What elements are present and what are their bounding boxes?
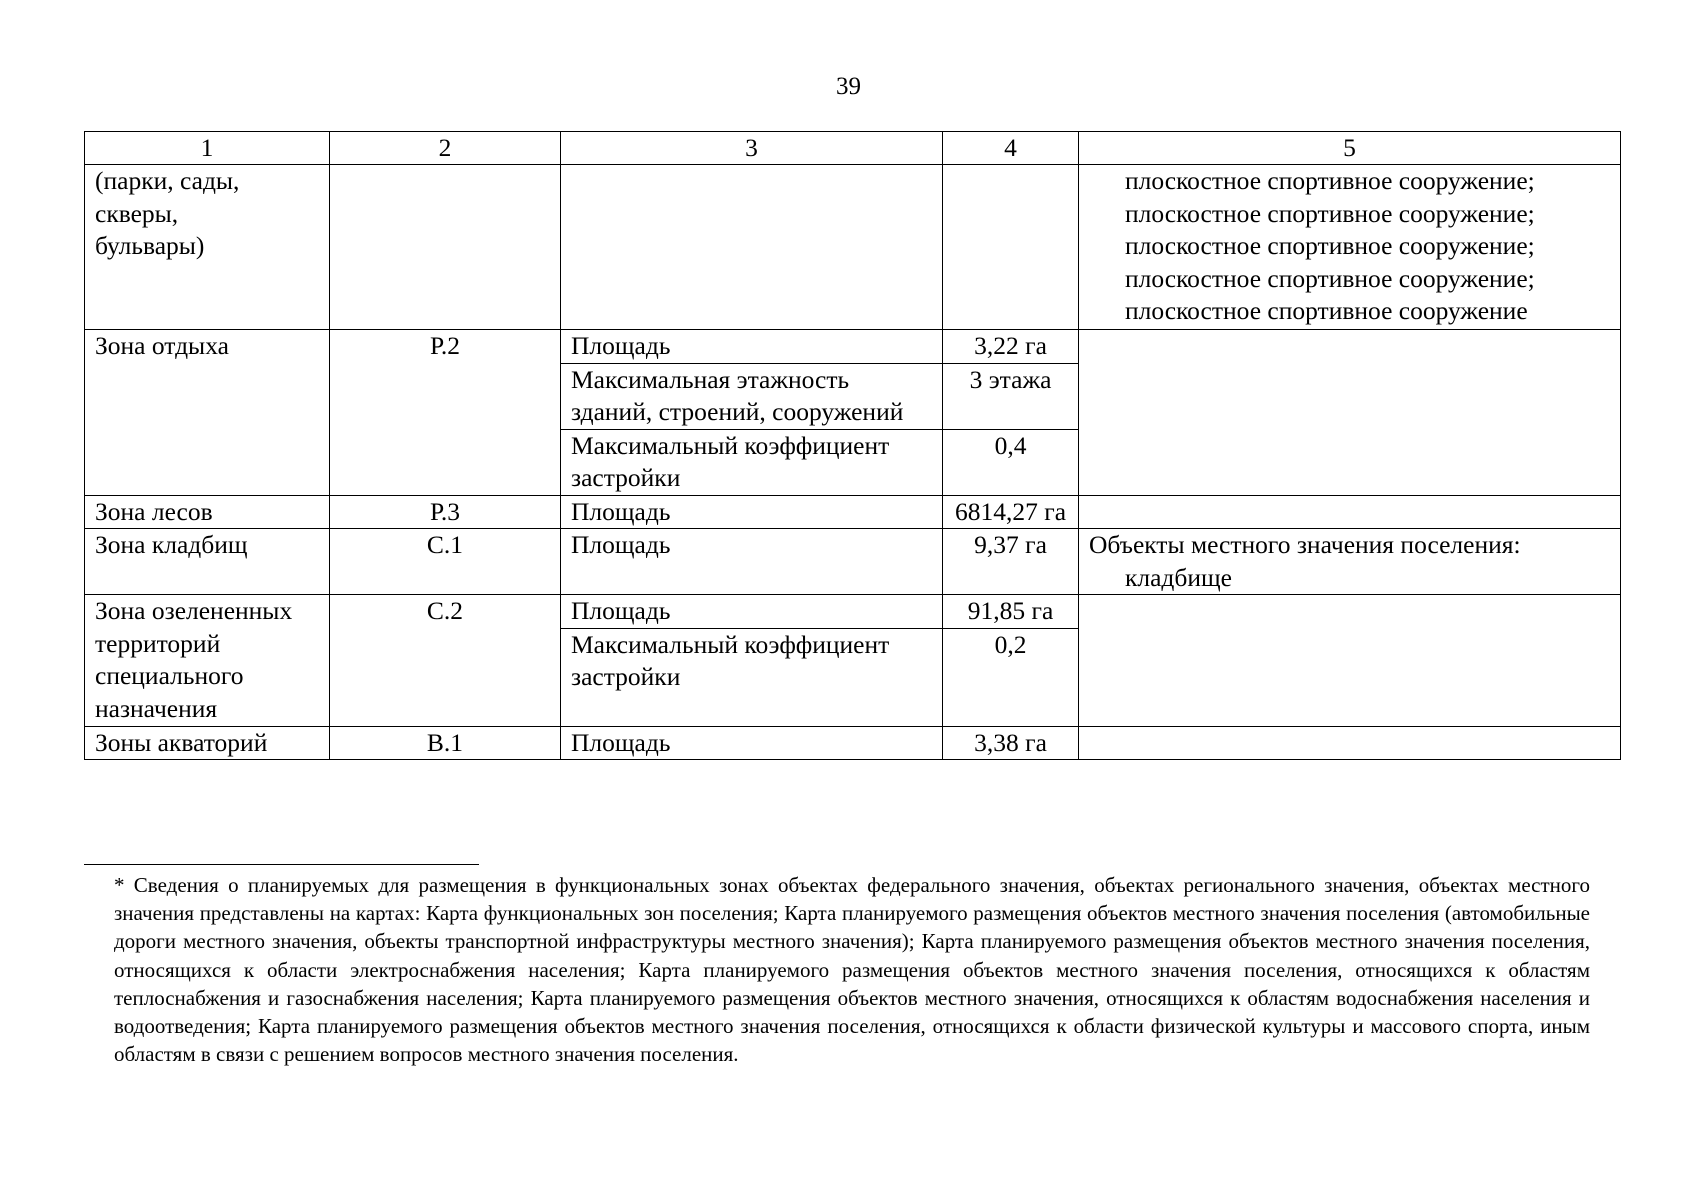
header-cell-3: 3 xyxy=(561,132,943,165)
param-name-cell: Площадь xyxy=(561,595,943,629)
object-item: плоскостное спортивное сооружение; xyxy=(1125,166,1535,195)
param-value-cell: 9,37 га xyxy=(943,529,1079,595)
table-row xyxy=(85,595,1621,629)
objects-cell xyxy=(1079,726,1621,760)
object-item: плоскостное спортивное сооружение; xyxy=(1125,263,1535,293)
param-value-cell: 3,22 га xyxy=(943,330,1079,364)
zone-code-cell: С.1 xyxy=(330,529,561,595)
param-value-cell: 0,4 xyxy=(943,429,1079,495)
param-name-cell: Максимальная этажность зданий, строений, сооружений xyxy=(561,363,943,429)
table-row xyxy=(85,165,1621,330)
param-name-cell: Площадь xyxy=(561,529,943,595)
zones-table xyxy=(84,131,1621,760)
param-value-cell xyxy=(943,165,1079,330)
table-row xyxy=(85,726,1621,760)
zone-name-cell: Зона кладбищ xyxy=(85,529,330,595)
header-cell-2: 2 xyxy=(330,132,561,165)
zone-code-cell xyxy=(330,165,561,330)
objects-title: Объекты местного значения поселения: xyxy=(1089,530,1521,559)
object-item: плоскостное спортивное сооружение xyxy=(1125,296,1528,325)
zone-code-cell: С.2 xyxy=(330,595,561,727)
zone-name-cell xyxy=(85,165,330,330)
object-item: плоскостное спортивное сооружение; xyxy=(1125,198,1535,228)
param-name-cell xyxy=(561,165,943,330)
header-cell-5: 5 xyxy=(1079,132,1621,165)
objects-cell xyxy=(1079,529,1621,595)
page-number: 39 xyxy=(836,73,861,100)
table-row xyxy=(85,495,1621,529)
table-row xyxy=(85,529,1621,595)
object-item: кладбище xyxy=(1125,562,1232,592)
header-cell-4: 4 xyxy=(943,132,1079,165)
zone-code-cell: Р.2 xyxy=(330,330,561,496)
param-value-cell: 3 этажа xyxy=(943,363,1079,429)
header-cell-1: 1 xyxy=(85,132,330,165)
param-value-cell: 3,38 га xyxy=(943,726,1079,760)
param-name-cell: Площадь xyxy=(561,726,943,760)
footnote-separator xyxy=(84,864,479,865)
object-item: плоскостное спортивное сооружение; xyxy=(1125,231,1535,260)
objects-cell xyxy=(1079,165,1621,330)
zone-name-line: (парки, сады, xyxy=(95,166,240,195)
objects-cell xyxy=(1079,330,1621,496)
zone-name-line: бульвары) xyxy=(95,231,205,260)
objects-cell xyxy=(1079,595,1621,727)
zone-code-cell: Р.3 xyxy=(330,495,561,529)
zone-name-cell: Зона отдыха xyxy=(85,330,330,496)
zone-name-cell: Зона лесов xyxy=(85,495,330,529)
table-row xyxy=(85,330,1621,364)
param-name-cell: Площадь xyxy=(561,495,943,529)
param-value-cell: 6814,27 га xyxy=(943,495,1079,529)
zone-code-cell: В.1 xyxy=(330,726,561,760)
footnote-text: * Сведения о планируемых для размещения в функциональных зонах объектах федерального значения, объектах регионального значения, объектах местного значения представлены на картах: Карта функциональных зон поселения; Карта планируемого размещения объектов местного значения поселения (автомобильные дороги местного значения, объекты транспортной инфраструктуры местного значения); Карта планируемого размещения объектов местного значения поселения, относящихся к области электроснабжения населения; Карта планируемого размещения объектов местного значения поселения, относящихся к областям теплоснабжения и газоснабжения населения; Карта планируемого размещения объектов местного значения, относящихся к областям водоснабжения населения и водоотведения; Карта планируемого размещения объектов местного значения поселения, относящихся к области физической культуры и массового спорта, иным областям в связи с решением вопросов местного значения поселения. xyxy=(114,873,1590,1067)
table-header-row xyxy=(85,132,1621,165)
param-name-cell: Максимальный коэффициент застройки xyxy=(561,628,943,726)
objects-cell xyxy=(1079,495,1621,529)
zone-name-line: скверы, xyxy=(95,198,179,228)
param-name-cell: Площадь xyxy=(561,330,943,364)
param-name-cell: Максимальный коэффициент застройки xyxy=(561,429,943,495)
zone-name-cell: Зона озелененных территорий специального назначения xyxy=(85,595,330,727)
param-value-cell: 91,85 га xyxy=(943,595,1079,629)
param-value-cell: 0,2 xyxy=(943,628,1079,726)
zone-name-cell: Зоны акваторий xyxy=(85,726,330,760)
